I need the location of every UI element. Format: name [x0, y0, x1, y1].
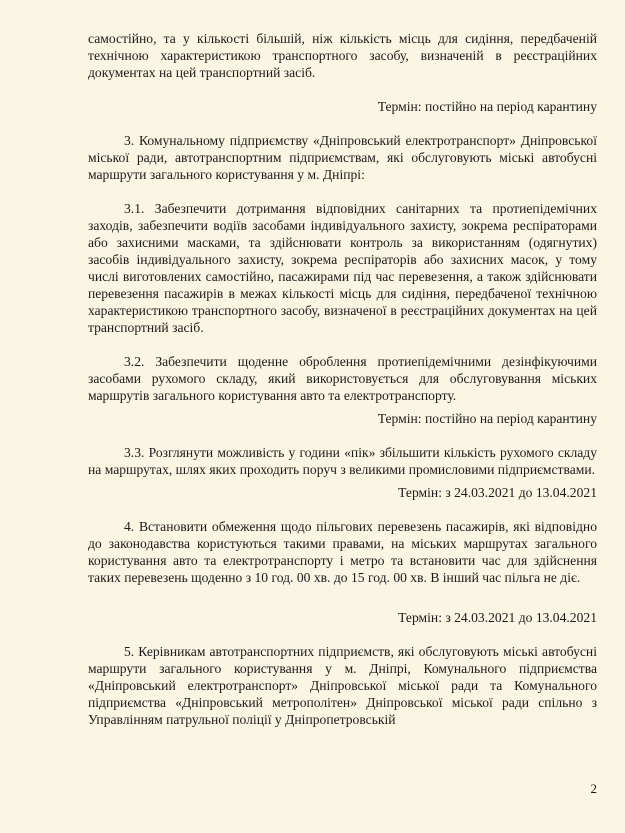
- paragraph-continuation: самостійно, та у кількості більшій, ніж кількість місць для сидіння, передбаченій технічною характеристикою транспортного засобу, визначеній в реєстраційних документах на цей транспортний засіб.: [88, 31, 597, 80]
- paragraph-3: 3. Комунальному підприємству «Дніпровський електротранспорт» Дніпровської міської ради, автотранспортним підприємствам, які обслуговують міські автобусні маршрути загального користування у м. Дніпрі:: [88, 133, 597, 182]
- paragraph-3-3: 3.3. Розглянути можливість у години «пік» збільшити кількість рухомого складу на маршрутах, шлях яких проходить поруч з великими промисловими підприємствами.: [88, 445, 597, 477]
- paragraph-5: 5. Керівникам автотранспортних підприємств, які обслуговують міські автобусні маршрути загального користування у м. Дніпрі, Комунального підприємства «Дніпровський електротранспорт» Дніпровської міської ради та Комунального підприємства «Дніпровський метрополітен» Дніпровської міської ради спільно з Управлінням патрульної поліції у Дніпропетровській: [88, 644, 597, 727]
- paragraph-4: 4. Встановити обмеження щодо пільгових перевезень пасажирів, які відповідно до законодавства користуються такими правами, на міських маршрутах загального користування авто та електротранспорту і метро та встановити час для здійснення таких перевезень щоденно з 10 год. 00 хв. до 15 год. 00 хв. В інший час пільга не діє.: [88, 519, 597, 585]
- paragraph-3-1: 3.1. Забезпечити дотримання відповідних санітарних та протиепідемічних заходів, забезпечити водіїв засобами індивідуального захисту, зокрема респіраторами або захисними масками, та здійснювати контроль за використанням (одягнутих) засобів індивідуального захисту, зокрема респіраторів або захисних масок, у тому числі виготовлених самостійно, пасажирами під час перевезення, а також здійснювати перевезення пасажирів в межах кількості місць для сидіння, передбаченої технічною характеристикою транспортного засобу, визначеної в реєстраційних документах на цей транспортний засіб.: [88, 201, 597, 335]
- deadline-term: Термін: з 24.03.2021 до 13.04.2021: [398, 485, 597, 500]
- deadline-term: Термін: з 24.03.2021 до 13.04.2021: [398, 610, 597, 625]
- deadline-term: Термін: постійно на період карантину: [377, 99, 597, 114]
- paragraph-3-2: 3.2. Забезпечити щоденне оброблення протиепідемічними дезінфікуючими засобами рухомого складу, який використовується для обслуговування міських маршрутів загального користування авто та електротранспорту.: [88, 354, 597, 403]
- deadline-term: Термін: постійно на період карантину: [377, 411, 597, 426]
- page-number: 2: [590, 781, 597, 796]
